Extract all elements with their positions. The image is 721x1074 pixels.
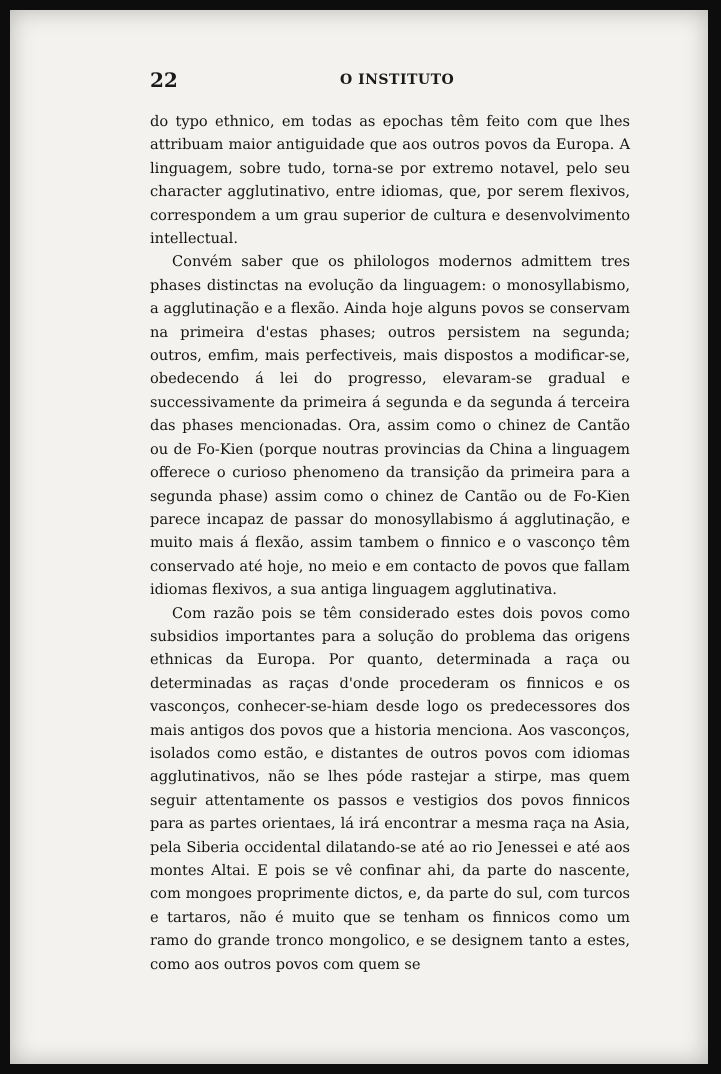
paragraph-3: Com razão pois se têm considerado estes dois povos como subsidios importantes para a solução do problema das origens ethnicas da Europa. Por quanto, determinada a raça ou determinadas as raças d'onde procederam os finnicos e os vasconços, conhecer-se-hiam desde logo os predecessores dos mais antigos dos povos que a historia menciona. Aos vasconços, isolados como estão, e distantes de outros povos com idiomas agglutinativos, não se lhes póde rastejar a stirpe, mas quem seguir attentamente os passos e vestigios dos povos finnicos para as partes orientaes, lá irá encontrar a mesma raça na Asia, pela Siberia occidental dilatando-se até ao rio Jenessei e até aos montes Altai. E pois se vê confinar ahi, da parte do nascente, com mongoes proprimente dictos, e, da parte do sul, com turcos e tartaros, não é muito que se tenham os finnicos como um ramo do grande tronco mongolico, e se designem tanto a estes, como aos outros povos com quem se	[150, 604, 630, 973]
page-number: 22	[150, 68, 178, 92]
paragraph-1: do typo ethnico, em todas as epochas têm feito com que lhes attribuam maior antiguidade que aos outros povos da Europa. A linguagem, sobre tudo, torna-se por extremo notavel, pelo seu character agglutinativo, entre idiomas, que, por serem flexivos, correspondem a um grau superior de cultura e desenvolvimento intellectual.	[150, 113, 630, 248]
running-title: O INSTITUTO	[340, 72, 455, 88]
book-page	[10, 10, 708, 1064]
paragraph-2: Convém saber que os philologos modernos admittem tres phases distinctas na evolução da linguagem: o monosyllabismo, a agglutinação e a flexão. Ainda hoje alguns povos se conservam na primeira d'estas phases; outros persistem na segunda; outros, emfim, mais perfectiveis, mais dispostos a modificar-se, obedecendo á lei do progresso, elevaram-se gradual e successivamente da primeira á segunda e da segunda á terceira das phases mencionadas. Ora, assim como o chinez de Cantão ou de Fo-Kien (porque noutras provincias da China a linguagem offerece o curioso phenomeno da transição da primeira para a segunda phase) assim como o chinez de Cantão ou de Fo-Kien parece incapaz de passar do monosyllabismo á agglutinação, e muito mais á flexão, assim tambem o finnico e o vasconço têm conservado até hoje, no meio e em contacto de povos que fallam idiomas flexivos, a sua antiga linguagem agglutinativa.	[150, 253, 630, 599]
page-header	[150, 68, 630, 96]
body-text	[150, 110, 630, 976]
